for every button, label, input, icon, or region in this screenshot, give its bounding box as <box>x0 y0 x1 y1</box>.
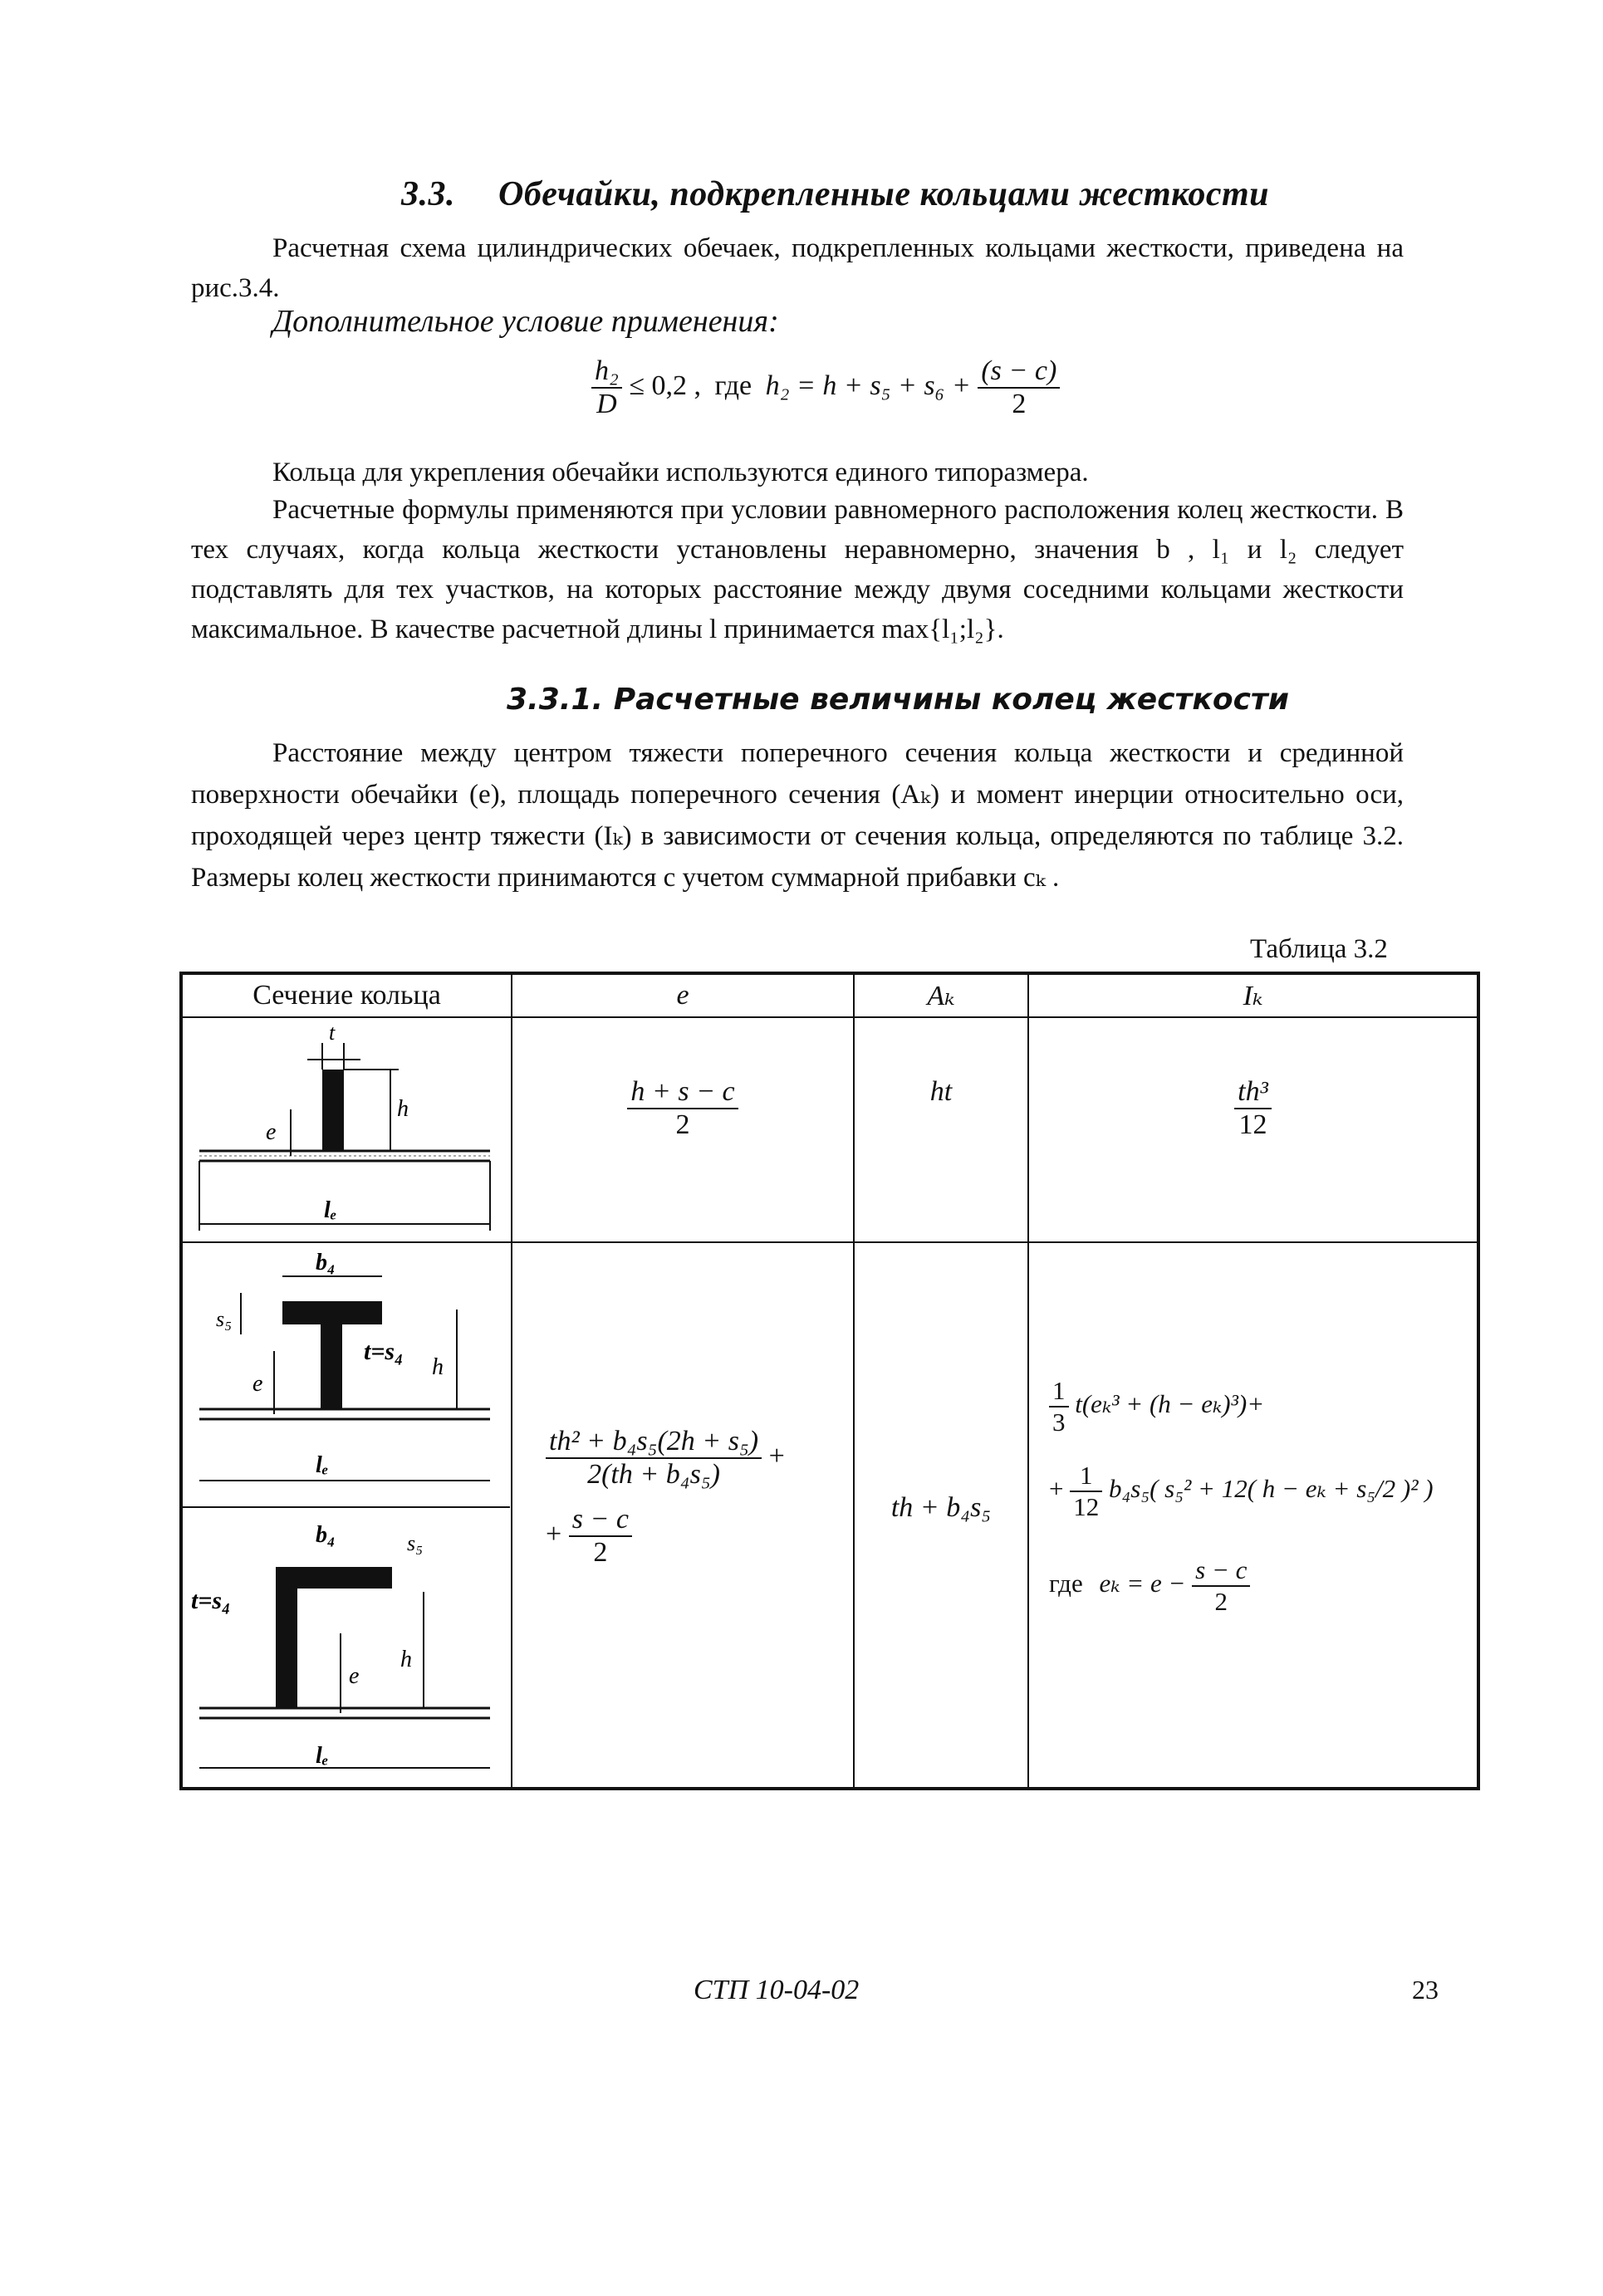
rect-i-cell: $\frac{\text{th³}}{12}$ <box>1028 1017 1478 1242</box>
rect-ring-drawing <box>183 1018 510 1237</box>
ring-properties-table <box>179 972 1480 1790</box>
label-t: t <box>329 1021 336 1045</box>
section-title: Обечайки, подкрепленные кольцами жесткости <box>498 175 1270 213</box>
rect-a-cell: ht <box>854 1017 1028 1242</box>
tee-ring-drawing <box>183 1243 510 1783</box>
label-s5: s₅ <box>216 1307 233 1331</box>
paragraph-single-type: Кольца для укрепления обечайки используются единого типоразмера. <box>272 458 1089 487</box>
header-ak: Aₖ <box>854 973 1028 1017</box>
label-t-s4: t=s₄ <box>364 1338 404 1365</box>
rect-e-cell: $\frac{h + s - c}{2}$ <box>512 1017 854 1242</box>
tee-and-angle-diagrams <box>181 1242 512 1789</box>
table-caption: Таблица 3.2 <box>1250 934 1388 964</box>
label-b4-angle: b₄ <box>316 1522 336 1548</box>
intro-paragraph: Расчетная схема цилиндрических обечаек, подкрепленных кольцами жесткости, приведена на рис.3.4. <box>191 233 1404 303</box>
footer-doc: СТП 10-04-02 <box>694 1975 860 2005</box>
paragraph-formulas: Расчетные формулы применяются при условии равномерного расположения колец жесткости. В тех случаях, когда кольца жесткости установлены неравномерно, значения b , l₁ и l₂ следует подставлять для тех участков, на которых расстояние между двумя соседними кольцами жесткости максимальное. В качестве расчетной длины l принимается max{l₁;l₂}. <box>191 495 1404 644</box>
label-s5-angle: s₅ <box>407 1531 424 1555</box>
label-t-s4-angle: t=s₄ <box>191 1587 231 1614</box>
section-heading <box>401 174 1269 214</box>
label-e-angle: e <box>349 1663 360 1689</box>
subsection-heading: 3.3.1. Расчетные величины колец жесткости <box>507 683 1289 717</box>
label-h: h <box>397 1096 409 1122</box>
header-ik: Iₖ <box>1028 973 1478 1017</box>
section-number: 3.3. <box>401 175 455 213</box>
label-le: lₑ <box>316 1452 329 1478</box>
label-le: lₑ <box>324 1197 337 1223</box>
label-b4: b₄ <box>316 1250 336 1275</box>
label-e: e <box>252 1371 263 1397</box>
table-row-tee <box>181 1242 1478 1789</box>
page-number: 23 <box>1412 1975 1439 2005</box>
condition-formula: $\frac{\text{h₂}}{D}$ ≤ 0,2 , где h₂ = h + s₅ + s₆ + $\frac{(s - c)}{2}$ <box>591 355 1060 420</box>
rect-section-diagram <box>181 1017 512 1242</box>
table-header-row <box>181 973 1478 1017</box>
tee-a-cell: th + b₄s₅ <box>854 1242 1028 1789</box>
paragraph-distance: Расстояние между центром тяжести поперечного сечения кольца жесткости и срединной поверхности обечайки (e), площадь поперечного сечения (Aₖ) и момент инерции относительно оси, проходящей через центр тяжести (Iₖ) в зависимости от сечения кольца, определяются по таблице 3.2. Размеры колец жесткости принимаются с учетом суммарной прибавки cₖ . <box>191 738 1404 893</box>
tee-i-cell: $\frac{1}{3}$ t(eₖ³ + (h − eₖ)³)+ + $\frac{1}{12}$ b₄s₅( s₅² + 12( h − eₖ + s₅/2 )² ) где eₖ = e − $\frac{s - c}{2}$ <box>1028 1242 1478 1789</box>
label-h-angle: h <box>400 1647 412 1672</box>
tee-e-cell: $\frac{\text{th² + b₄s₅(2h + s₅)}}{\text{2(th + b₄s₅)}}$ + + $\frac{s - c}{2}$ <box>512 1242 854 1789</box>
label-e: e <box>266 1119 277 1145</box>
header-e: e <box>512 973 854 1017</box>
label-h: h <box>432 1354 444 1380</box>
condition-label: Дополнительное условие применения: <box>272 304 779 339</box>
label-le-angle: lₑ <box>316 1743 329 1769</box>
s-minus-c-fraction: $\frac{(s - c)}{2}$ <box>978 355 1060 420</box>
h2-over-d-fraction: $\frac{\text{h₂}}{D}$ <box>591 355 622 420</box>
header-section: Сечение кольца <box>181 973 512 1017</box>
table-row-rect <box>181 1017 1478 1242</box>
